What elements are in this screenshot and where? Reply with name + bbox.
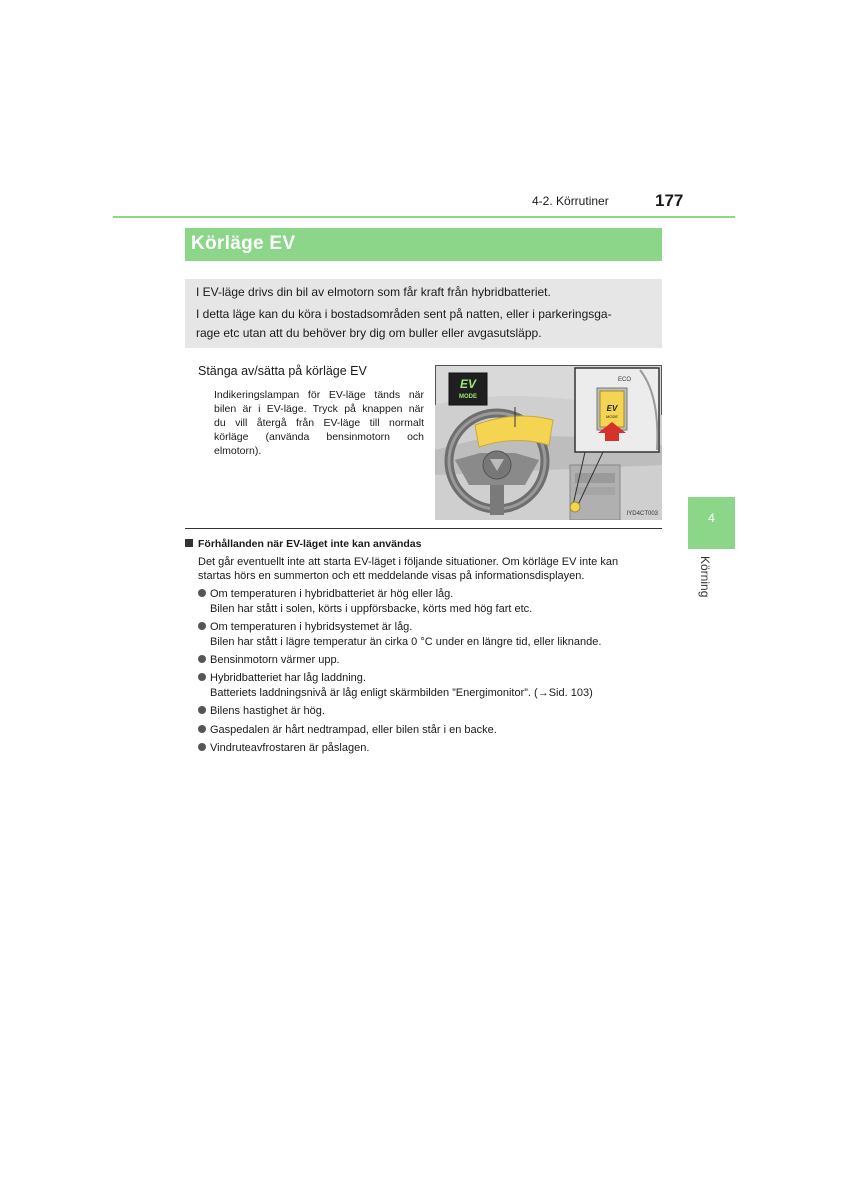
- section-divider: [185, 528, 662, 529]
- operation-heading: Stänga av/sätta på körläge EV: [198, 364, 367, 378]
- eco-label: ECO: [618, 377, 632, 383]
- condition-text: Hybridbatteriet har låg laddning.: [210, 672, 366, 684]
- condition-item: [198, 705, 325, 717]
- condition-item: [198, 588, 453, 600]
- ev-button-text: EV: [606, 404, 618, 413]
- bullet-dot-icon: [198, 743, 206, 751]
- page-number: 177: [655, 191, 684, 210]
- bullet-dot-icon: [198, 622, 206, 630]
- chapter-number: 4: [708, 511, 715, 525]
- ev-indicator-subtext: MODE: [459, 394, 477, 400]
- page-title: Körläge EV: [191, 233, 296, 254]
- condition-text: Gaspedalen är hårt nedtrampad, eller bilen står i en backe.: [210, 724, 497, 736]
- intro-line: I detta läge kan du köra i bostadsområden sent på natten, eller i parkeringsga-: [196, 307, 612, 321]
- condition-text: Bilens hastighet är hög.: [210, 705, 325, 717]
- title-bar: [185, 228, 662, 261]
- condition-text: Vindruteavfrostaren är påslagen.: [210, 742, 370, 754]
- operation-description-line: elmotorn).: [214, 445, 262, 457]
- condition-item: [198, 742, 369, 754]
- conditions-heading: [185, 538, 421, 550]
- operation-description-line: du vill återgå från EV-läge till normalt: [214, 417, 424, 429]
- ev-indicator-callout: [449, 373, 487, 405]
- condition-item: [198, 621, 412, 633]
- ev-indicator-text: EV: [459, 377, 477, 391]
- bullet-dot-icon: [198, 589, 206, 597]
- conditions-intro-line: Det går eventuellt inte att starta EV-läget i följande situationer. Om körläge EV inte kan: [198, 556, 619, 568]
- condition-detail: Bilen har stått i lägre temperatur än cirka 0 °C under en längre tid, eller liknande.: [210, 636, 602, 648]
- bullet-dot-icon: [198, 706, 206, 714]
- condition-text: Om temperaturen i hybridbatteriet är hög eller låg.: [210, 588, 454, 600]
- ev-mode-illustration: [435, 365, 662, 520]
- header-divider: [113, 216, 735, 218]
- operation-description-line: körläge (använda bensinmotorn och: [214, 431, 424, 443]
- conditions-heading-text: Förhållanden när EV-läget inte kan användas: [198, 538, 422, 550]
- chapter-tab: [688, 497, 735, 549]
- bullet-dot-icon: [198, 655, 206, 663]
- condition-item: [198, 724, 497, 736]
- section-breadcrumb: 4-2. Körrutiner: [532, 194, 609, 208]
- ev-button-subtext: MODE: [606, 414, 618, 419]
- condition-item: [198, 654, 340, 666]
- bullet-dot-icon: [198, 673, 206, 681]
- operation-description-line: bilen är i EV-läge. Tryck på knappen när: [214, 403, 424, 415]
- intro-box: [185, 279, 662, 348]
- figure-code: IYD4CT003: [626, 511, 658, 517]
- condition-detail: Batteriets laddningsnivå är låg enligt skärmbilden ”Energimonitor”. (→Sid. 103): [210, 687, 593, 699]
- condition-text: Om temperaturen i hybridsystemet är låg.: [210, 621, 413, 633]
- intro-line: I EV-läge drivs din bil av elmotorn som får kraft från hybridbatteriet.: [196, 285, 551, 299]
- condition-text: Bensinmotorn värmer upp.: [210, 654, 340, 666]
- square-bullet-icon: [185, 539, 193, 547]
- operation-description-line: Indikeringslampan för EV-läge tänds när: [214, 389, 424, 401]
- chapter-label: Körning: [698, 556, 712, 598]
- bullet-dot-icon: [198, 725, 206, 733]
- condition-detail: Bilen har stått i solen, körts i uppförsbacke, körts med hög fart etc.: [210, 603, 533, 615]
- intro-line: rage etc utan att du behöver bry dig om buller eller avgasutsläpp.: [196, 326, 542, 340]
- condition-item: [198, 672, 366, 684]
- conditions-intro-line: startas hörs en summerton och ett meddelande visas på informationsdisplayen.: [198, 570, 585, 582]
